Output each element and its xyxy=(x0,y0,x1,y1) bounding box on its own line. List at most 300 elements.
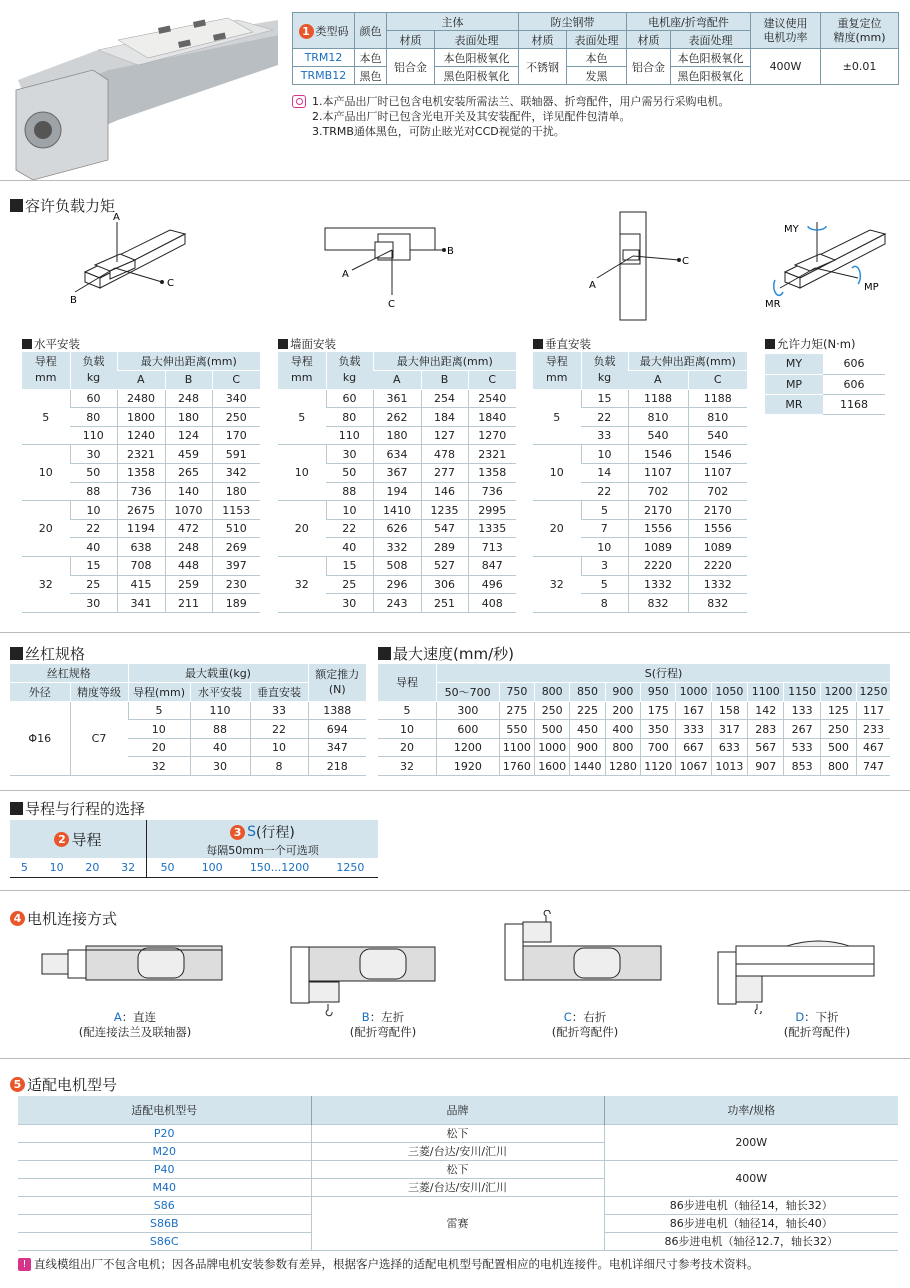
product-image xyxy=(8,10,283,185)
load-cell: 15 xyxy=(581,389,628,408)
moment-label: MP xyxy=(765,374,823,394)
select-table xyxy=(10,820,378,880)
speed-cell: 667 xyxy=(676,738,711,757)
power-header: 功率/规格 xyxy=(727,1103,776,1117)
note-line: 2.本产品出厂时已包含光电开关及其安装配件，详见配件包清单。 xyxy=(312,110,631,123)
distance-cell: 415 xyxy=(117,575,165,594)
distance-cell: 736 xyxy=(468,482,516,501)
distance-cell: 397 xyxy=(212,557,260,576)
lead-option: 5 xyxy=(20,861,28,874)
speed-cell: 275 xyxy=(499,701,534,720)
speed-cell: 300 xyxy=(437,701,500,720)
svg-text:B: B xyxy=(447,246,454,257)
lead-cell: 32 xyxy=(22,557,70,613)
distance-cell: 2675 xyxy=(117,501,165,520)
speed-cell: 600 xyxy=(437,720,500,739)
load-cell: 5 xyxy=(581,575,628,594)
screw-spec-table xyxy=(10,664,366,776)
distance-cell: 250 xyxy=(212,408,260,427)
brand-cell: 松下 xyxy=(311,1160,604,1178)
stroke-col-header: 50～700 xyxy=(437,683,500,702)
power-cell: 86步进电机（轴径14，轴长32） xyxy=(604,1196,898,1214)
distance-cell: 508 xyxy=(373,557,421,576)
material-header: 材质 xyxy=(519,31,567,49)
distance-cell: 248 xyxy=(165,389,212,408)
speed-cell: 450 xyxy=(570,720,605,739)
speed-cell: 800 xyxy=(820,757,856,776)
speed-cell: 907 xyxy=(748,757,784,776)
hor-cell: 88 xyxy=(190,720,250,739)
moment-section-title: 容许负载力矩 xyxy=(10,195,115,216)
vertical-load-table xyxy=(533,352,747,613)
speed-cell: 533 xyxy=(784,738,820,757)
distance-cell: 1194 xyxy=(117,519,165,538)
distance-cell: 1332 xyxy=(688,575,747,594)
power-cell: 86步进电机（轴径14，轴长40） xyxy=(604,1214,898,1232)
load-header: 负载 kg xyxy=(326,352,373,389)
load-cell: 10 xyxy=(581,445,628,464)
load-cell: 60 xyxy=(70,389,117,408)
svg-text:C: C xyxy=(167,278,174,289)
material-header: 材质 xyxy=(387,31,435,49)
distance-cell: 810 xyxy=(688,408,747,427)
lead-cell: 20 xyxy=(278,501,326,557)
step-2-badge: 2 xyxy=(54,832,69,847)
distance-cell: 408 xyxy=(468,594,516,613)
moment-value: 1168 xyxy=(823,394,885,414)
connect-caption-d: D：下折 (配折弯配件) xyxy=(783,1010,851,1039)
load-cell: 33 xyxy=(581,426,628,445)
distance-cell: 736 xyxy=(117,482,165,501)
load-header: 负载 kg xyxy=(70,352,117,389)
model-cell: S86B xyxy=(18,1214,311,1232)
speed-cell: 1067 xyxy=(676,757,711,776)
direct-connection-diagram xyxy=(40,940,230,985)
stroke-select-header: 3 S (行程) 每隔50mm一个可选项 xyxy=(147,820,378,858)
col-b-header: B xyxy=(165,371,212,390)
distance-cell: 180 xyxy=(165,408,212,427)
distance-cell: 127 xyxy=(421,426,468,445)
load-cell: 15 xyxy=(70,557,117,576)
load-cell: 40 xyxy=(70,538,117,557)
distance-cell: 124 xyxy=(165,426,212,445)
wall-moment-diagram xyxy=(320,220,460,310)
lead-cell: 20 xyxy=(128,738,190,757)
speed-cell: 1100 xyxy=(499,738,534,757)
connect-caption-b: B：左折 (配折弯配件) xyxy=(349,1010,417,1039)
speed-cell: 800 xyxy=(605,738,640,757)
load-cell: 22 xyxy=(581,482,628,501)
distance-cell: 2220 xyxy=(628,557,688,576)
model-cell: P20 xyxy=(18,1124,311,1142)
divider xyxy=(0,632,910,633)
table-row xyxy=(278,445,516,464)
distance-cell: 180 xyxy=(212,482,260,501)
power-cell: 200W xyxy=(604,1124,898,1160)
lead-cell: 10 xyxy=(533,445,581,501)
connect-section-title: 4 电机连接方式 xyxy=(10,908,117,929)
wall-title: 墙面安装 xyxy=(278,336,336,352)
distance-cell: 1358 xyxy=(117,464,165,483)
moment-value: 606 xyxy=(823,374,885,394)
stroke-col-header: 1150 xyxy=(784,683,820,702)
power-cell: 400W xyxy=(604,1160,898,1196)
horizontal-load-table xyxy=(22,352,260,613)
distance-cell: 713 xyxy=(468,538,516,557)
belt-material-cell: 不锈钢 xyxy=(519,49,567,85)
distance-cell: 527 xyxy=(421,557,468,576)
distance-cell: 1335 xyxy=(468,519,516,538)
select-section-title: 导程与行程的选择 xyxy=(10,798,145,819)
stroke-col-header: 1050 xyxy=(711,683,747,702)
svg-text:B: B xyxy=(70,295,77,306)
distance-cell: 496 xyxy=(468,575,516,594)
distance-cell: 810 xyxy=(628,408,688,427)
table-row xyxy=(278,557,516,576)
color-cell: 黑色 xyxy=(355,67,387,85)
svg-text:C: C xyxy=(388,299,395,310)
distance-cell: 547 xyxy=(421,519,468,538)
stroke-col-header: 1200 xyxy=(820,683,856,702)
brand-cell: 松下 xyxy=(311,1124,604,1142)
load-cell: 80 xyxy=(70,408,117,427)
spec-table xyxy=(292,12,899,85)
max-extend-header: 最大伸出距离(mm) xyxy=(628,352,747,371)
vertical-moment-diagram xyxy=(585,206,695,324)
distance-cell: 140 xyxy=(165,482,212,501)
horizontal-title: 水平安装 xyxy=(22,336,80,352)
distance-cell: 702 xyxy=(688,482,747,501)
distance-cell: 277 xyxy=(421,464,468,483)
distance-cell: 269 xyxy=(212,538,260,557)
stroke-option: 1250 xyxy=(336,861,365,874)
lead-cell: 5 xyxy=(278,389,326,445)
thrust-cell: 218 xyxy=(308,757,366,776)
type-code-cell: TRM12 xyxy=(293,49,355,67)
lead-cell: 32 xyxy=(378,757,437,776)
svg-text:MY: MY xyxy=(784,224,799,235)
grade-cell: C7 xyxy=(70,701,128,775)
distance-cell: 2321 xyxy=(468,445,516,464)
load-cell: 8 xyxy=(581,594,628,613)
distance-cell: 2480 xyxy=(117,389,165,408)
belt-surface-cell: 本色 xyxy=(567,49,627,67)
hor-cell: 40 xyxy=(190,738,250,757)
step-4-badge: 4 xyxy=(10,911,25,926)
lead-select-header: 2 导程 xyxy=(10,820,146,858)
lead-cell: 20 xyxy=(533,501,581,557)
wall-load-table xyxy=(278,352,516,613)
table-row xyxy=(378,738,890,757)
lead-header: 导程 xyxy=(378,664,437,701)
distance-cell: 847 xyxy=(468,557,516,576)
speed-cell: 167 xyxy=(676,701,711,720)
load-cell: 88 xyxy=(70,482,117,501)
distance-cell: 189 xyxy=(212,594,260,613)
speed-cell: 317 xyxy=(711,720,747,739)
load-cell: 7 xyxy=(581,519,628,538)
belt-surface-cell: 发黑 xyxy=(567,67,627,85)
stroke-col-header: 950 xyxy=(641,683,676,702)
speed-cell: 400 xyxy=(605,720,640,739)
stroke-col-header: 1250 xyxy=(857,683,890,702)
model-cell: M20 xyxy=(18,1142,311,1160)
speed-table xyxy=(378,664,890,776)
distance-cell: 306 xyxy=(421,575,468,594)
svg-text:A: A xyxy=(342,269,349,280)
stroke-col-header: 1000 xyxy=(676,683,711,702)
distance-cell: 341 xyxy=(117,594,165,613)
distance-cell: 1089 xyxy=(688,538,747,557)
lead-option: 20 xyxy=(85,861,100,874)
distance-cell: 459 xyxy=(165,445,212,464)
table-row xyxy=(533,445,747,464)
distance-cell: 180 xyxy=(373,426,421,445)
warning-icon: ! xyxy=(18,1258,31,1271)
distance-cell: 194 xyxy=(373,482,421,501)
connect-caption-a: A：直连 (配连接法兰及联轴器) xyxy=(78,1010,192,1039)
speed-cell: 133 xyxy=(784,701,820,720)
motor-note: ! 直线模组出厂不包含电机；因各品牌电机安装参数有差异，根据客户选择的适配电机型号配置相应的电机连接件。电机详细尺寸参考技术资料。 xyxy=(18,1256,759,1272)
distance-cell: 1332 xyxy=(628,575,688,594)
lead-cell: 10 xyxy=(128,720,190,739)
distance-cell: 2170 xyxy=(628,501,688,520)
load-cell: 110 xyxy=(70,426,117,445)
hor-cell: 30 xyxy=(190,757,250,776)
speed-cell: 117 xyxy=(857,701,890,720)
model-cell: S86C xyxy=(18,1232,311,1250)
vertical-title: 垂直安装 xyxy=(533,336,591,352)
load-header: 负载 kg xyxy=(581,352,628,389)
col-c-header: C xyxy=(468,371,516,390)
distance-cell: 708 xyxy=(117,557,165,576)
distance-cell: 1235 xyxy=(421,501,468,520)
speed-cell: 125 xyxy=(820,701,856,720)
distance-cell: 2995 xyxy=(468,501,516,520)
distance-cell: 2540 xyxy=(468,389,516,408)
lead-cell: 5 xyxy=(22,389,70,445)
distance-cell: 702 xyxy=(628,482,688,501)
table-row xyxy=(278,389,516,408)
allow-moment-table xyxy=(765,354,885,415)
thrust-cell: 347 xyxy=(308,738,366,757)
dust-belt-header: 防尘钢带 xyxy=(519,13,627,31)
color-cell: 本色 xyxy=(355,49,387,67)
lead-header: 导程 mm xyxy=(22,352,70,389)
speed-cell: 233 xyxy=(857,720,890,739)
col-a-header: A xyxy=(628,371,688,390)
model-cell: P40 xyxy=(18,1160,311,1178)
divider xyxy=(0,790,910,791)
load-cell: 5 xyxy=(581,501,628,520)
brand-cell: 雷赛 xyxy=(311,1196,604,1250)
type-code-header: 1 类型码 xyxy=(293,13,355,49)
lead-option: 10 xyxy=(49,861,64,874)
stroke-col-header: 850 xyxy=(570,683,605,702)
power-cell: 400W xyxy=(751,49,821,85)
col-c-header: C xyxy=(688,371,747,390)
load-cell: 30 xyxy=(70,445,117,464)
distance-cell: 332 xyxy=(373,538,421,557)
distance-cell: 1107 xyxy=(628,464,688,483)
thrust-header: 额定推力 (N) xyxy=(308,664,366,701)
svg-text:A: A xyxy=(113,212,120,223)
lead-cell: 10 xyxy=(278,445,326,501)
model-header: 适配电机型号 xyxy=(18,1096,311,1124)
speed-cell: 1013 xyxy=(711,757,747,776)
distance-cell: 259 xyxy=(165,575,212,594)
thrust-cell: 694 xyxy=(308,720,366,739)
body-surface-cell: 本色阳极氧化 xyxy=(435,49,519,67)
model-cell: S86 xyxy=(18,1196,311,1214)
speed-cell: 1120 xyxy=(641,757,676,776)
table-row xyxy=(22,389,260,408)
screw-spec-header: 丝杠规格 xyxy=(10,664,128,683)
distance-cell: 1153 xyxy=(212,501,260,520)
distance-cell: 540 xyxy=(688,426,747,445)
stroke-option: 150...1200 xyxy=(249,861,310,874)
speed-cell: 200 xyxy=(605,701,640,720)
stroke-col-header: 900 xyxy=(605,683,640,702)
table-row xyxy=(378,720,890,739)
lead-cell: 32 xyxy=(278,557,326,613)
lead-cell: 32 xyxy=(533,557,581,613)
col-c-header: C xyxy=(212,371,260,390)
body-material-cell: 铝合金 xyxy=(387,49,435,85)
distance-cell: 448 xyxy=(165,557,212,576)
table-row xyxy=(22,445,260,464)
divider xyxy=(0,1058,910,1059)
grade-header: 精度等级 xyxy=(70,683,128,702)
table-row xyxy=(22,557,260,576)
speed-cell: 1920 xyxy=(437,757,500,776)
brand-cell: 三菱/台达/安川/汇川 xyxy=(311,1142,604,1160)
speed-cell: 900 xyxy=(570,738,605,757)
power-header: 建议使用 电机功率 xyxy=(751,13,821,49)
distance-cell: 832 xyxy=(688,594,747,613)
table-row xyxy=(278,501,516,520)
type-code-cell: TRMB12 xyxy=(293,67,355,85)
load-cell: 60 xyxy=(326,389,373,408)
screw-section-title: 丝杠规格 xyxy=(10,643,85,664)
distance-cell: 243 xyxy=(373,594,421,613)
load-cell: 22 xyxy=(581,408,628,427)
distance-cell: 1410 xyxy=(373,501,421,520)
distance-cell: 634 xyxy=(373,445,421,464)
hor-header: 水平安装 xyxy=(190,683,250,702)
distance-cell: 296 xyxy=(373,575,421,594)
down-fold-diagram xyxy=(715,938,880,1014)
load-cell: 50 xyxy=(326,464,373,483)
distance-cell: 342 xyxy=(212,464,260,483)
stroke-header: S(行程) xyxy=(437,664,890,683)
lead-option: 32 xyxy=(121,861,136,874)
surface-header: 表面处理 xyxy=(567,31,627,49)
distance-cell: 340 xyxy=(212,389,260,408)
lead-header: 导程(mm) xyxy=(128,683,190,702)
horizontal-moment-diagram xyxy=(60,210,200,310)
power-cell: 86步进电机（轴径12.7，轴长32） xyxy=(604,1232,898,1250)
load-cell: 22 xyxy=(326,519,373,538)
distance-cell: 510 xyxy=(212,519,260,538)
load-cell: 25 xyxy=(326,575,373,594)
speed-cell: 633 xyxy=(711,738,747,757)
speed-cell: 500 xyxy=(535,720,570,739)
svg-text:A: A xyxy=(589,280,596,291)
speed-cell: 500 xyxy=(820,738,856,757)
table-row xyxy=(378,701,890,720)
stroke-col-header: 750 xyxy=(499,683,534,702)
distance-cell: 262 xyxy=(373,408,421,427)
speed-cell: 1280 xyxy=(605,757,640,776)
distance-cell: 289 xyxy=(421,538,468,557)
distance-cell: 540 xyxy=(628,426,688,445)
load-cell: 10 xyxy=(581,538,628,557)
motor-section-title: 5 适配电机型号 xyxy=(10,1074,117,1095)
load-cell: 40 xyxy=(326,538,373,557)
model-cell: M40 xyxy=(18,1178,311,1196)
lead-cell: 5 xyxy=(533,389,581,445)
distance-cell: 361 xyxy=(373,389,421,408)
table-row xyxy=(22,501,260,520)
speed-cell: 142 xyxy=(748,701,784,720)
stroke-option: 50 xyxy=(160,861,175,874)
distance-cell: 1188 xyxy=(628,389,688,408)
ver-header: 垂直安装 xyxy=(250,683,308,702)
repeat-cell: ±0.01 xyxy=(821,49,899,85)
svg-text:C: C xyxy=(682,256,689,267)
distance-cell: 478 xyxy=(421,445,468,464)
load-cell: 110 xyxy=(326,426,373,445)
distance-cell: 211 xyxy=(165,594,212,613)
distance-cell: 1358 xyxy=(468,464,516,483)
notes xyxy=(292,94,730,139)
hor-cell: 110 xyxy=(190,701,250,720)
lead-header: 导程 mm xyxy=(278,352,326,389)
step-1-badge: 1 xyxy=(299,24,314,39)
seat-surface-cell: 本色阳极氧化 xyxy=(671,49,751,67)
load-cell: 22 xyxy=(70,519,117,538)
load-cell: 10 xyxy=(70,501,117,520)
note-icon xyxy=(292,95,306,108)
speed-cell: 225 xyxy=(570,701,605,720)
load-cell: 14 xyxy=(581,464,628,483)
lead-cell: 5 xyxy=(128,701,190,720)
distance-cell: 1546 xyxy=(688,445,747,464)
max-extend-header: 最大伸出距离(mm) xyxy=(373,352,516,371)
table-row xyxy=(533,557,747,576)
thrust-cell: 1388 xyxy=(308,701,366,720)
divider xyxy=(0,890,910,891)
load-cell: 30 xyxy=(70,594,117,613)
lead-cell: 10 xyxy=(378,720,437,739)
lead-header: 导程 mm xyxy=(533,352,581,389)
ver-cell: 22 xyxy=(250,720,308,739)
distance-cell: 638 xyxy=(117,538,165,557)
col-a-header: A xyxy=(117,371,165,390)
distance-cell: 1188 xyxy=(688,389,747,408)
distance-cell: 1089 xyxy=(628,538,688,557)
table-row xyxy=(378,757,890,776)
speed-cell: 175 xyxy=(641,701,676,720)
speed-cell: 467 xyxy=(857,738,890,757)
speed-cell: 1000 xyxy=(535,738,570,757)
lead-cell: 20 xyxy=(22,501,70,557)
speed-cell: 700 xyxy=(641,738,676,757)
brand-cell: 三菱/台达/安川/汇川 xyxy=(311,1178,604,1196)
load-cell: 25 xyxy=(70,575,117,594)
distance-cell: 1556 xyxy=(688,519,747,538)
